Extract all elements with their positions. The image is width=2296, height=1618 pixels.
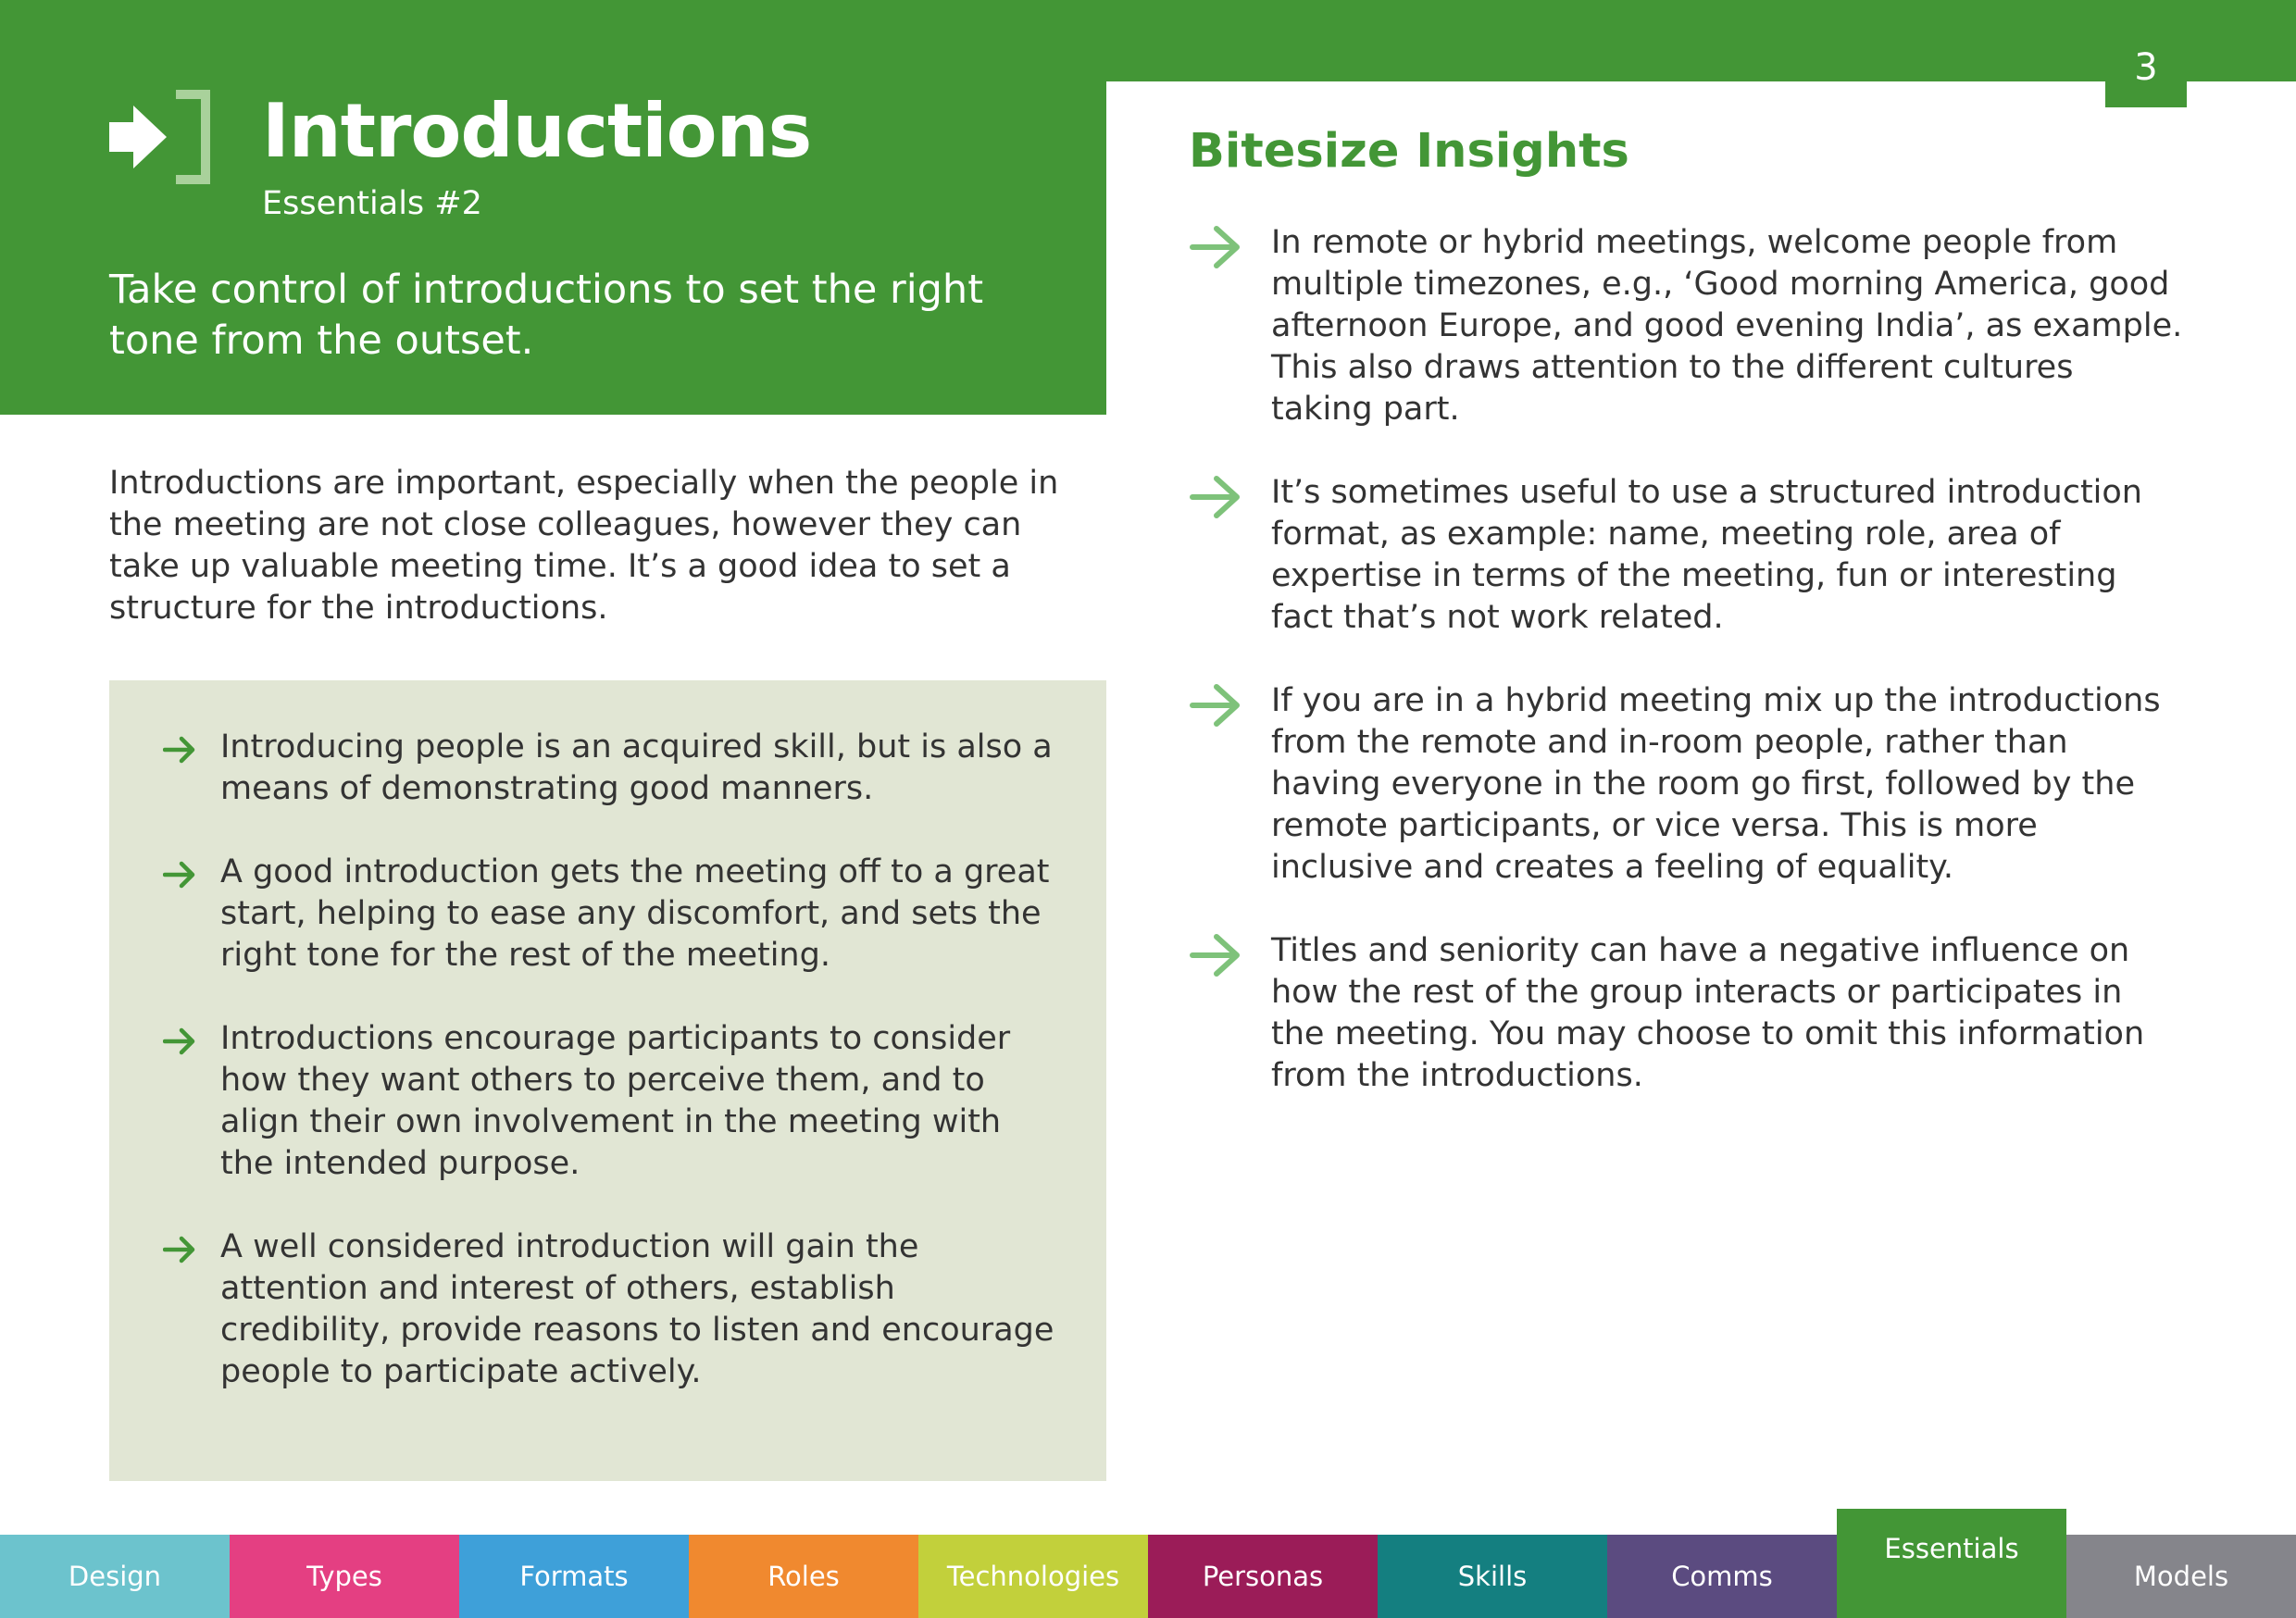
page-subtitle: Essentials #2 (262, 185, 482, 222)
insight-text: It’s sometimes useful to use a structured introduction format, as example: name, meeting role, area of expertise in terms of the meeting, fun or interesting fact that’s not work related. (1271, 474, 2142, 636)
list-item-text: Introducing people is an acquired skill, but is also a means of demonstrating good manners. (220, 728, 1053, 807)
arrow-right-icon (163, 1236, 196, 1263)
arrow-right-icon (1189, 474, 1242, 520)
section-nav (0, 1535, 2296, 1618)
insights-list (1189, 222, 2184, 1139)
insight-text: If you are in a hybrid meeting mix up the introductions from the remote and in-room people, rather than having everyone in the room go first, followed by the remote participants, or vice versa. This is more inclusive and creates a feeling of equality. (1271, 682, 2161, 886)
arrow-right-icon (163, 861, 196, 889)
intro-paragraph: Introductions are important, especially when the people in the meeting are not close colleagues, however they can take up valuable meeting time. It’s a good idea to set a structure for the introductions. (109, 465, 1059, 627)
insight-text: In remote or hybrid meetings, welcome people from multiple timezones, e.g., ‘Good morning America, good afternoon Europe, and good evening India’, as example. This also draws attention to the different cultures taking part. (1271, 224, 2183, 428)
insight-item (1189, 930, 2184, 1097)
insight-item (1189, 222, 2184, 430)
page-number-tab (2105, 37, 2187, 107)
list-item (163, 1018, 1061, 1185)
insights-title: Bitesize Insights (1189, 124, 1629, 179)
list-item-text: A well considered introduction will gain the attention and interest of others, establish credibility, provide reasons to listen and encourage people to participate actively. (220, 1228, 1054, 1390)
nav-tab-personas[interactable]: Personas (1148, 1535, 1378, 1618)
page-tagline: Take control of introductions to set the right tone from the outset. (109, 267, 984, 364)
page-number: 3 (2134, 46, 2158, 89)
nav-tab-roles[interactable]: Roles (689, 1535, 918, 1618)
insight-text: Titles and seniority can have a negative influence on how the rest of the group interacts or participates in the meeting. You may choose to omit this information from the introductions. (1271, 932, 2145, 1094)
arrow-right-icon (1189, 682, 1242, 728)
enter-arrow-icon (109, 89, 220, 185)
nav-tab-models[interactable]: Models (2066, 1535, 2296, 1618)
list-item-text: A good introduction gets the meeting off to a great start, helping to ease any discomfort, and sets the right tone for the rest of the meeting. (220, 853, 1050, 974)
nav-tab-essentials[interactable]: Essentials (1837, 1509, 2066, 1618)
nav-tab-skills[interactable]: Skills (1378, 1535, 1607, 1618)
page-title: Introductions (262, 88, 812, 174)
arrow-right-icon (163, 736, 196, 764)
list-item (163, 852, 1061, 977)
arrow-right-icon (163, 1027, 196, 1055)
essentials-panel (109, 680, 1106, 1481)
list-item (163, 1226, 1061, 1393)
nav-tab-design[interactable]: Design (0, 1535, 230, 1618)
nav-tab-comms[interactable]: Comms (1607, 1535, 1837, 1618)
arrow-right-icon (1189, 224, 1242, 270)
arrow-right-icon (1189, 932, 1242, 978)
insight-item (1189, 472, 2184, 639)
list-item (163, 727, 1061, 810)
nav-tab-types[interactable]: Types (230, 1535, 459, 1618)
nav-tab-formats[interactable]: Formats (459, 1535, 689, 1618)
essentials-list (163, 727, 1061, 1435)
nav-tab-technologies[interactable]: Technologies (918, 1535, 1148, 1618)
insight-item (1189, 680, 2184, 889)
list-item-text: Introductions encourage participants to consider how they want others to perceive them, and to align their own involvement in the meeting with the intended purpose. (220, 1020, 1011, 1182)
